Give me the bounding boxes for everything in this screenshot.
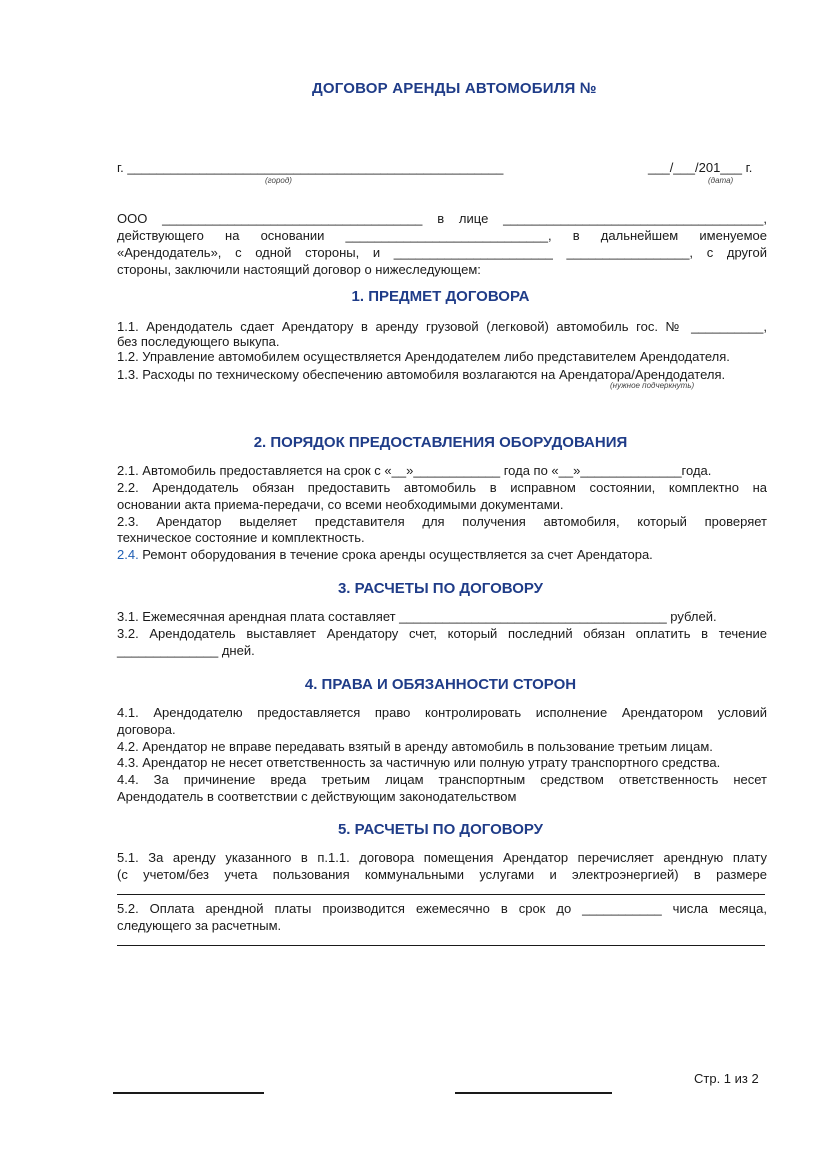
paragraph: договора. xyxy=(117,722,176,737)
paragraph: 1.1. Арендодатель сдает Арендатору в аренду грузовой (легковой) автомобиль гос. № __________, xyxy=(117,319,767,334)
section-heading: 5. РАСЧЕТЫ ПО ДОГОВОРУ xyxy=(337,821,544,838)
paragraph: без последующего выкупа. xyxy=(117,334,280,349)
underline-caption: (нужное подчеркнуть) xyxy=(610,381,695,390)
signature-line-lessor[interactable] xyxy=(113,1092,264,1094)
city-field[interactable]: г. ____________________________________________________ xyxy=(117,160,504,175)
paragraph: 4.1. Арендодателю предоставляется право контролировать исполнение Арендатором условий xyxy=(117,705,767,720)
blank-line[interactable] xyxy=(117,945,765,946)
item-text: Ремонт оборудования в течение срока аренды осуществляется за счет Арендатора. xyxy=(138,547,653,562)
paragraph: Арендодатель в соответствии с действующим законодательством xyxy=(117,789,517,804)
paragraph: 1.3. Расходы по техническому обеспечению автомобиля возлагаются на Арендатора/Арендодателя. xyxy=(117,367,726,382)
city-caption: (город) xyxy=(265,176,292,185)
paragraph: 2.3. Арендатор выделяет представителя для получения автомобиля, который проверяет xyxy=(117,514,767,529)
paragraph: 4.2. Арендатор не вправе передавать взятый в аренду автомобиль в пользование третьим лицам. xyxy=(117,739,713,754)
paragraph: 4.4. За причинение вреда третьим лицам транспортным средством ответственность несет xyxy=(117,772,767,787)
paragraph xyxy=(117,546,653,563)
section-heading: 1. ПРЕДМЕТ ДОГОВОРА xyxy=(351,288,530,305)
paragraph: 3.2. Арендодатель выставляет Арендатору счет, который последний обязан оплатить в течение xyxy=(117,626,767,641)
paragraph: (с учетом/без учета пользования коммунальными услугами и электроэнергией) в размере xyxy=(117,867,767,882)
paragraph: 2.1. Автомобиль предоставляется на срок с «__»____________ года по «__»______________года. xyxy=(117,463,712,478)
paragraph: 1.2. Управление автомобилем осуществляется Арендодателем либо представителем Арендодателя. xyxy=(117,349,730,364)
preamble-line: ООО ____________________________________ в лице ____________________________________, xyxy=(117,211,767,226)
section-heading: 3. РАСЧЕТЫ ПО ДОГОВОРУ xyxy=(337,580,544,597)
paragraph: 3.1. Ежемесячная арендная плата составляет _____________________________________ рублей. xyxy=(117,609,717,624)
preamble-line: стороны, заключили настоящий договор о нижеследующем: xyxy=(117,262,481,277)
paragraph: ______________ дней. xyxy=(117,643,255,658)
date-field[interactable]: ___/___/201___ г. xyxy=(648,160,753,175)
paragraph: 5.1. За аренду указанного в п.1.1. договора помещения Арендатор перечисляет арендную плату xyxy=(117,850,767,865)
date-caption: (дата) xyxy=(708,176,734,185)
paragraph: техническое состояние и комплектность. xyxy=(117,530,365,545)
paragraph: основании акта приема-передачи, со всеми необходимыми документами. xyxy=(117,497,564,512)
section-heading: 4. ПРАВА И ОБЯЗАННОСТИ СТОРОН xyxy=(304,676,577,693)
paragraph: 2.2. Арендодатель обязан предоставить автомобиль в исправном состоянии, комплектно на xyxy=(117,480,767,495)
paragraph: 5.2. Оплата арендной платы производится ежемесячно в срок до ___________ числа месяца, xyxy=(117,901,767,916)
document-title: ДОГОВОР АРЕНДЫ АВТОМОБИЛЯ № xyxy=(312,80,597,97)
page-number: Стр. 1 из 2 xyxy=(694,1071,759,1086)
signature-line-lessee[interactable] xyxy=(455,1092,612,1094)
paragraph: следующего за расчетным. xyxy=(117,918,282,933)
item-number: 2.4. xyxy=(117,547,139,562)
paragraph: 4.3. Арендатор не несет ответственность за частичную или полную утрату транспортного средства. xyxy=(117,755,721,770)
blank-line[interactable] xyxy=(117,894,765,895)
section-heading: 2. ПОРЯДОК ПРЕДОСТАВЛЕНИЯ ОБОРУДОВАНИЯ xyxy=(253,434,628,451)
preamble-line: действующего на основании ____________________________, в дальнейшем именуемое xyxy=(117,228,767,243)
preamble-line: «Арендодатель», с одной стороны, и ______________________ _________________, с другой xyxy=(117,245,767,260)
